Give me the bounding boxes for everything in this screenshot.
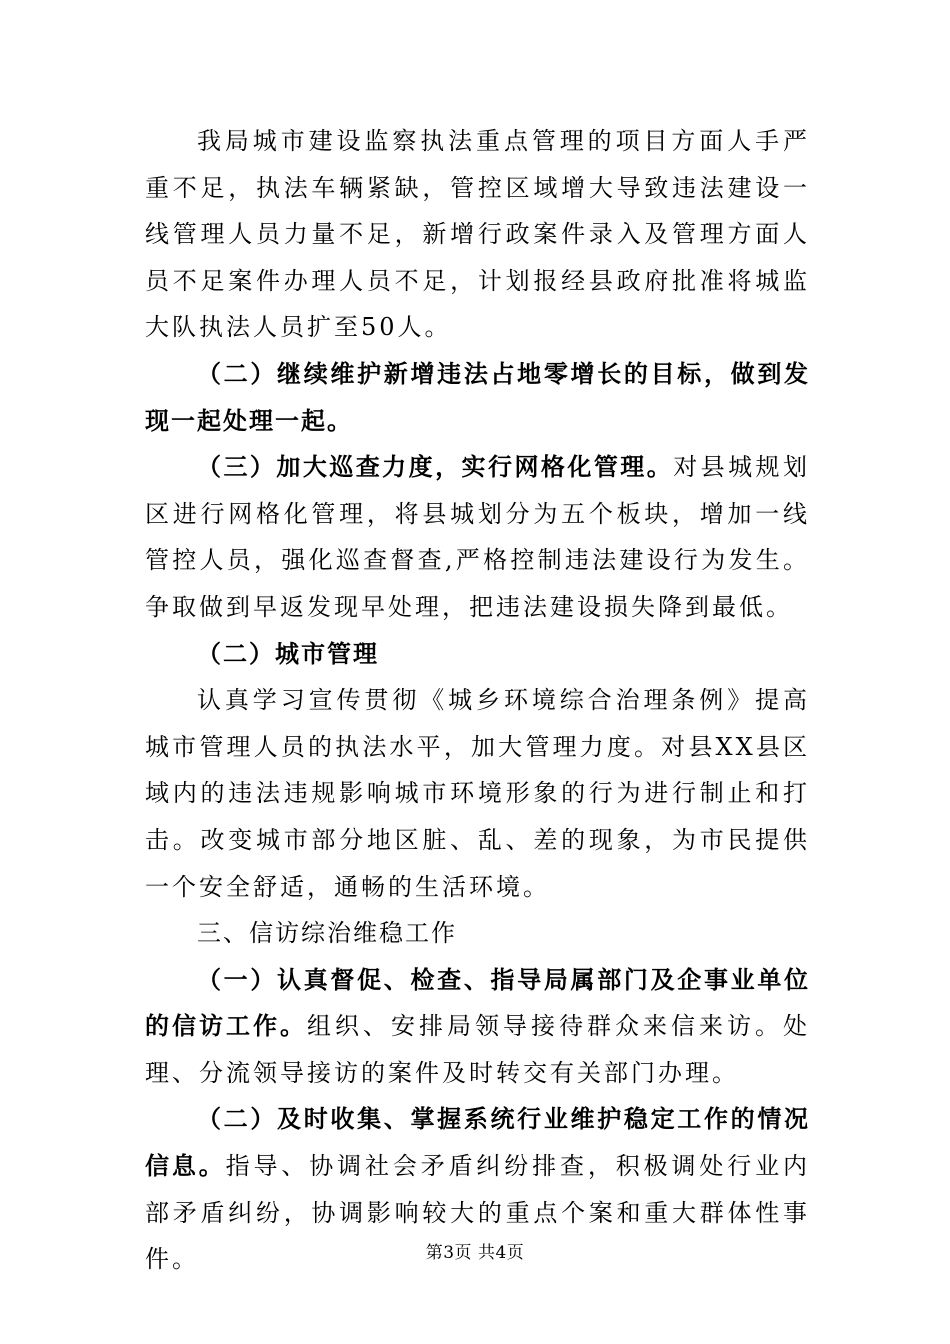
paragraph-text: 我局城市建设监察执法重点管理的项目方面人手严重不足，执法车辆紧缺，管控区域增大导致违法建设一线管理人员力量不足，新增行政案件录入及管理方面人员不足案件办理人员不足，计划报经县政府批准将城监大队执法人员扩至50人。 [145, 127, 810, 342]
paragraph-text: 指导、协调社会矛盾纠纷排查，积极调处行业内部矛盾纠纷，协调影响较大的重点个案和重大群体性事件。 [145, 1152, 810, 1274]
document-body [145, 118, 810, 1283]
paragraph-lead: （三）加大巡查力度，实行网格化管理。 [197, 453, 674, 482]
paragraph-text: 组织、安排局领导接待群众来信来访。处理、分流领导接访的案件及时转交有关部门办理。 [145, 1012, 810, 1087]
paragraph-city-management [145, 677, 810, 910]
paragraph-text: 对县城规划区进行网格化管理，将县城划分为五个板块，增加一线管控人员，强化巡查督查,严格控制违法建设行为发生。争取做到早返发现早处理，把违法建设损失降到最低。 [145, 453, 811, 621]
paragraph-zero-growth [145, 351, 810, 444]
section-heading-petition: 三、信访综治维稳工作 [197, 919, 457, 948]
paragraph-lead: （一）认真督促、检查、指导局属部门及企事业单位的信访工作。 [145, 965, 810, 1041]
page-footer [0, 1238, 950, 1263]
paragraph-text: 认真学习宣传贯彻《城乡环境综合治理条例》提高城市管理人员的执法水平，加大管理力度。对县XX县区域内的违法违规影响城市环境形象的行为进行制止和打击。改变城市部分地区脏、乱、差的现象，为市民提供一个安全舒适，通畅的生活环境。 [145, 686, 810, 901]
page-number: 第3页 共4页 [425, 1243, 525, 1263]
paragraph-patrol [145, 444, 810, 630]
paragraph-lead: （二）继续维护新增违法占地零增长的目标，做到发现一起处理一起。 [145, 359, 810, 435]
paragraph-petition-1 [145, 957, 810, 1097]
paragraph-lead: （二）及时收集、掌握系统行业维护稳定工作的情况信息。 [145, 1105, 810, 1181]
paragraph-staffing [145, 118, 810, 351]
section-heading-city-management: （二）城市管理 [197, 639, 379, 668]
